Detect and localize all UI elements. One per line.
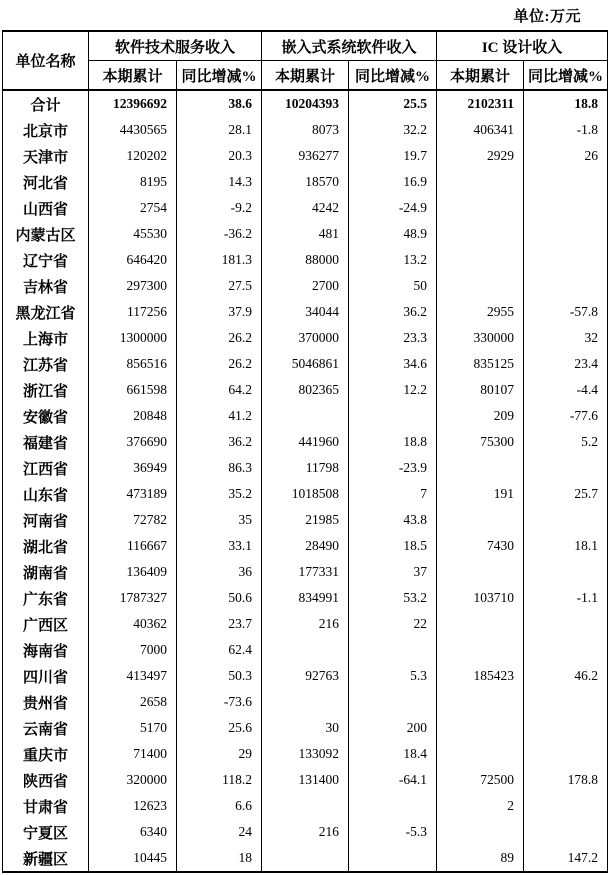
table-row [3, 351, 608, 377]
table-row [3, 741, 608, 767]
value-cell: 33.1 [177, 533, 262, 559]
value-cell [349, 793, 437, 819]
value-cell: 4430565 [89, 117, 177, 143]
region-name-cell: 陕西省 [3, 767, 89, 793]
table-row [3, 455, 608, 481]
value-cell [349, 403, 437, 429]
region-name-cell: 黑龙江省 [3, 299, 89, 325]
table-row [3, 611, 608, 637]
value-cell: 28490 [262, 533, 349, 559]
value-cell: 200 [349, 715, 437, 741]
value-cell: 2955 [437, 299, 524, 325]
value-cell: 103710 [437, 585, 524, 611]
value-cell [437, 169, 524, 195]
value-cell: 71400 [89, 741, 177, 767]
region-name-cell: 湖北省 [3, 533, 89, 559]
value-cell: 32.2 [349, 117, 437, 143]
region-name-cell: 江苏省 [3, 351, 89, 377]
value-cell: 19.7 [349, 143, 437, 169]
value-cell: 25.7 [524, 481, 608, 507]
value-cell: 835125 [437, 351, 524, 377]
value-cell: 35.2 [177, 481, 262, 507]
value-cell: 25.5 [349, 90, 437, 117]
col-group-ic-design-revenue: IC 设计收入 [437, 31, 608, 61]
value-cell: 12.2 [349, 377, 437, 403]
subheader-cell-g1-cumulative: 本期累计 [262, 61, 349, 91]
value-cell: 8073 [262, 117, 349, 143]
value-cell: 18 [177, 845, 262, 872]
value-cell [349, 689, 437, 715]
value-cell: 18.5 [349, 533, 437, 559]
table-row [3, 90, 608, 117]
value-cell: -1.8 [524, 117, 608, 143]
value-cell: 5170 [89, 715, 177, 741]
table-row [3, 429, 608, 455]
region-name-cell: 内蒙古区 [3, 221, 89, 247]
value-cell: 646420 [89, 247, 177, 273]
value-cell: 34.6 [349, 351, 437, 377]
value-cell: 1300000 [89, 325, 177, 351]
value-cell [437, 715, 524, 741]
table-row [3, 507, 608, 533]
value-cell: 10445 [89, 845, 177, 872]
value-cell: 2658 [89, 689, 177, 715]
value-cell: 216 [262, 611, 349, 637]
region-name-cell: 江西省 [3, 455, 89, 481]
value-cell [262, 845, 349, 872]
value-cell: 441960 [262, 429, 349, 455]
table-row [3, 689, 608, 715]
region-name-cell: 福建省 [3, 429, 89, 455]
value-cell: 4242 [262, 195, 349, 221]
value-cell: 18.4 [349, 741, 437, 767]
region-name-cell: 湖南省 [3, 559, 89, 585]
value-cell: 86.3 [177, 455, 262, 481]
value-cell: 6340 [89, 819, 177, 845]
region-name-cell: 河南省 [3, 507, 89, 533]
value-cell: 12396692 [89, 90, 177, 117]
region-name-cell: 山东省 [3, 481, 89, 507]
value-cell: 2700 [262, 273, 349, 299]
value-cell: 36.2 [349, 299, 437, 325]
value-cell: 11798 [262, 455, 349, 481]
table-row [3, 715, 608, 741]
value-cell [349, 637, 437, 663]
value-cell: 133092 [262, 741, 349, 767]
value-cell [437, 507, 524, 533]
value-cell: 131400 [262, 767, 349, 793]
table-row [3, 585, 608, 611]
value-cell [437, 819, 524, 845]
value-cell: 117256 [89, 299, 177, 325]
value-cell: 27.5 [177, 273, 262, 299]
value-cell: -9.2 [177, 195, 262, 221]
value-cell: 35 [177, 507, 262, 533]
value-cell: -73.6 [177, 689, 262, 715]
value-cell: 10204393 [262, 90, 349, 117]
value-cell: -57.8 [524, 299, 608, 325]
table-row [3, 793, 608, 819]
value-cell: 36 [177, 559, 262, 585]
region-name-cell: 重庆市 [3, 741, 89, 767]
value-cell: 24 [177, 819, 262, 845]
region-name-cell: 辽宁省 [3, 247, 89, 273]
value-cell: 1018508 [262, 481, 349, 507]
value-cell: 28.1 [177, 117, 262, 143]
value-cell: 473189 [89, 481, 177, 507]
value-cell: 25.6 [177, 715, 262, 741]
value-cell: 80107 [437, 377, 524, 403]
value-cell: -77.6 [524, 403, 608, 429]
value-cell [524, 273, 608, 299]
value-cell [262, 637, 349, 663]
value-cell: 2102311 [437, 90, 524, 117]
value-cell [524, 793, 608, 819]
value-cell: 320000 [89, 767, 177, 793]
table-row [3, 767, 608, 793]
value-cell [524, 221, 608, 247]
value-cell: 62.4 [177, 637, 262, 663]
value-cell [437, 559, 524, 585]
value-cell: -24.9 [349, 195, 437, 221]
value-cell: -36.2 [177, 221, 262, 247]
value-cell [437, 195, 524, 221]
value-cell: 147.2 [524, 845, 608, 872]
value-cell: 29 [177, 741, 262, 767]
value-cell: 177331 [262, 559, 349, 585]
region-name-cell: 广西区 [3, 611, 89, 637]
value-cell: 30 [262, 715, 349, 741]
value-cell: 26.2 [177, 351, 262, 377]
value-cell [524, 559, 608, 585]
unit-label: 单位:万元 [513, 9, 581, 25]
region-name-cell: 贵州省 [3, 689, 89, 715]
subheader-cell-g2-cumulative: 本期累计 [437, 61, 524, 91]
region-name-cell: 海南省 [3, 637, 89, 663]
value-cell: 370000 [262, 325, 349, 351]
value-cell: 7000 [89, 637, 177, 663]
value-cell: 88000 [262, 247, 349, 273]
value-cell [524, 741, 608, 767]
value-cell: 37.9 [177, 299, 262, 325]
subheader-cell-g0-yoy: 同比增减% [177, 61, 262, 91]
subheader-cell-g2-yoy: 同比增减% [524, 61, 608, 91]
value-cell: 48.9 [349, 221, 437, 247]
col-group-software-service-revenue: 软件技术服务收入 [89, 31, 262, 61]
value-cell [262, 403, 349, 429]
value-cell: 6.6 [177, 793, 262, 819]
value-cell: 116667 [89, 533, 177, 559]
table-row [3, 377, 608, 403]
table-row [3, 481, 608, 507]
group-header-row [3, 31, 608, 61]
value-cell: 13.2 [349, 247, 437, 273]
value-cell: 20848 [89, 403, 177, 429]
value-cell: 2929 [437, 143, 524, 169]
value-cell: 18.8 [524, 90, 608, 117]
value-cell [437, 689, 524, 715]
region-name-cell: 北京市 [3, 117, 89, 143]
value-cell: 50 [349, 273, 437, 299]
region-name-cell: 上海市 [3, 325, 89, 351]
table-row [3, 143, 608, 169]
value-cell: 46.2 [524, 663, 608, 689]
value-cell: 16.9 [349, 169, 437, 195]
value-cell: 26.2 [177, 325, 262, 351]
region-name-cell: 河北省 [3, 169, 89, 195]
table-row [3, 195, 608, 221]
region-name-cell: 宁夏区 [3, 819, 89, 845]
value-cell: 661598 [89, 377, 177, 403]
value-cell: 22 [349, 611, 437, 637]
value-cell: 209 [437, 403, 524, 429]
table-row [3, 559, 608, 585]
table-row [3, 169, 608, 195]
value-cell: 41.2 [177, 403, 262, 429]
value-cell: 297300 [89, 273, 177, 299]
value-cell: 23.4 [524, 351, 608, 377]
col-group-embedded-software-revenue: 嵌入式系统软件收入 [262, 31, 437, 61]
table-header [3, 31, 608, 90]
table-row [3, 273, 608, 299]
value-cell [524, 195, 608, 221]
table-row [3, 325, 608, 351]
value-cell [262, 793, 349, 819]
table-row [3, 819, 608, 845]
value-cell [262, 689, 349, 715]
subheader-row [3, 61, 608, 91]
value-cell: 5046861 [262, 351, 349, 377]
value-cell [437, 273, 524, 299]
value-cell [437, 247, 524, 273]
region-name-cell: 广东省 [3, 585, 89, 611]
value-cell: 330000 [437, 325, 524, 351]
value-cell: 34044 [262, 299, 349, 325]
value-cell: 75300 [437, 429, 524, 455]
value-cell: 38.6 [177, 90, 262, 117]
region-name-cell: 浙江省 [3, 377, 89, 403]
region-name-cell: 合计 [3, 90, 89, 117]
value-cell [524, 637, 608, 663]
value-cell [437, 741, 524, 767]
value-cell: 53.2 [349, 585, 437, 611]
value-cell: 802365 [262, 377, 349, 403]
value-cell: 936277 [262, 143, 349, 169]
region-name-cell: 云南省 [3, 715, 89, 741]
value-cell: 481 [262, 221, 349, 247]
value-cell: 178.8 [524, 767, 608, 793]
value-cell [524, 247, 608, 273]
value-cell: 18.8 [349, 429, 437, 455]
value-cell: 406341 [437, 117, 524, 143]
value-cell: 376690 [89, 429, 177, 455]
value-cell: 18570 [262, 169, 349, 195]
value-cell: 12623 [89, 793, 177, 819]
value-cell [437, 221, 524, 247]
value-cell: 216 [262, 819, 349, 845]
value-cell [524, 169, 608, 195]
value-cell: 7430 [437, 533, 524, 559]
value-cell: 1787327 [89, 585, 177, 611]
value-cell [524, 715, 608, 741]
region-name-cell: 山西省 [3, 195, 89, 221]
value-cell [437, 637, 524, 663]
value-cell: 18.1 [524, 533, 608, 559]
table-row [3, 663, 608, 689]
value-cell: 120202 [89, 143, 177, 169]
value-cell: 185423 [437, 663, 524, 689]
value-cell: 181.3 [177, 247, 262, 273]
value-cell: 45530 [89, 221, 177, 247]
value-cell: 40362 [89, 611, 177, 637]
region-name-cell: 天津市 [3, 143, 89, 169]
value-cell: 72782 [89, 507, 177, 533]
value-cell: -64.1 [349, 767, 437, 793]
value-cell [524, 819, 608, 845]
value-cell: 36949 [89, 455, 177, 481]
value-cell: 26 [524, 143, 608, 169]
table-row [3, 247, 608, 273]
value-cell: 413497 [89, 663, 177, 689]
value-cell: -1.1 [524, 585, 608, 611]
value-cell: 50.3 [177, 663, 262, 689]
value-cell: 7 [349, 481, 437, 507]
table-row [3, 845, 608, 872]
value-cell [524, 507, 608, 533]
value-cell: -5.3 [349, 819, 437, 845]
table-row [3, 403, 608, 429]
value-cell: 23.7 [177, 611, 262, 637]
table-row [3, 221, 608, 247]
value-cell [349, 845, 437, 872]
value-cell: 2 [437, 793, 524, 819]
region-name-cell: 四川省 [3, 663, 89, 689]
region-name-cell: 甘肃省 [3, 793, 89, 819]
value-cell: 92763 [262, 663, 349, 689]
value-cell: 50.6 [177, 585, 262, 611]
table-row [3, 299, 608, 325]
region-name-cell: 新疆区 [3, 845, 89, 872]
value-cell: 5.3 [349, 663, 437, 689]
value-cell: 20.3 [177, 143, 262, 169]
value-cell [437, 611, 524, 637]
table-row [3, 637, 608, 663]
revenue-table [2, 30, 608, 873]
value-cell: 5.2 [524, 429, 608, 455]
value-cell: 856516 [89, 351, 177, 377]
table-row [3, 117, 608, 143]
value-cell: 36.2 [177, 429, 262, 455]
col-header-unit-name: 单位名称 [3, 31, 89, 90]
value-cell [524, 455, 608, 481]
value-cell [437, 455, 524, 481]
value-cell: 64.2 [177, 377, 262, 403]
value-cell: -4.4 [524, 377, 608, 403]
value-cell: 21985 [262, 507, 349, 533]
value-cell: 834991 [262, 585, 349, 611]
value-cell: 8195 [89, 169, 177, 195]
value-cell: 89 [437, 845, 524, 872]
subheader-cell-g1-yoy: 同比增减% [349, 61, 437, 91]
value-cell: 136409 [89, 559, 177, 585]
value-cell: -23.9 [349, 455, 437, 481]
value-cell: 37 [349, 559, 437, 585]
value-cell [524, 611, 608, 637]
value-cell: 32 [524, 325, 608, 351]
value-cell: 14.3 [177, 169, 262, 195]
region-name-cell: 安徽省 [3, 403, 89, 429]
value-cell: 43.8 [349, 507, 437, 533]
value-cell: 72500 [437, 767, 524, 793]
table-body [3, 90, 608, 872]
region-name-cell: 吉林省 [3, 273, 89, 299]
value-cell: 2754 [89, 195, 177, 221]
subheader-cell-g0-cumulative: 本期累计 [89, 61, 177, 91]
value-cell [524, 689, 608, 715]
table-row [3, 533, 608, 559]
value-cell: 191 [437, 481, 524, 507]
value-cell: 23.3 [349, 325, 437, 351]
value-cell: 118.2 [177, 767, 262, 793]
